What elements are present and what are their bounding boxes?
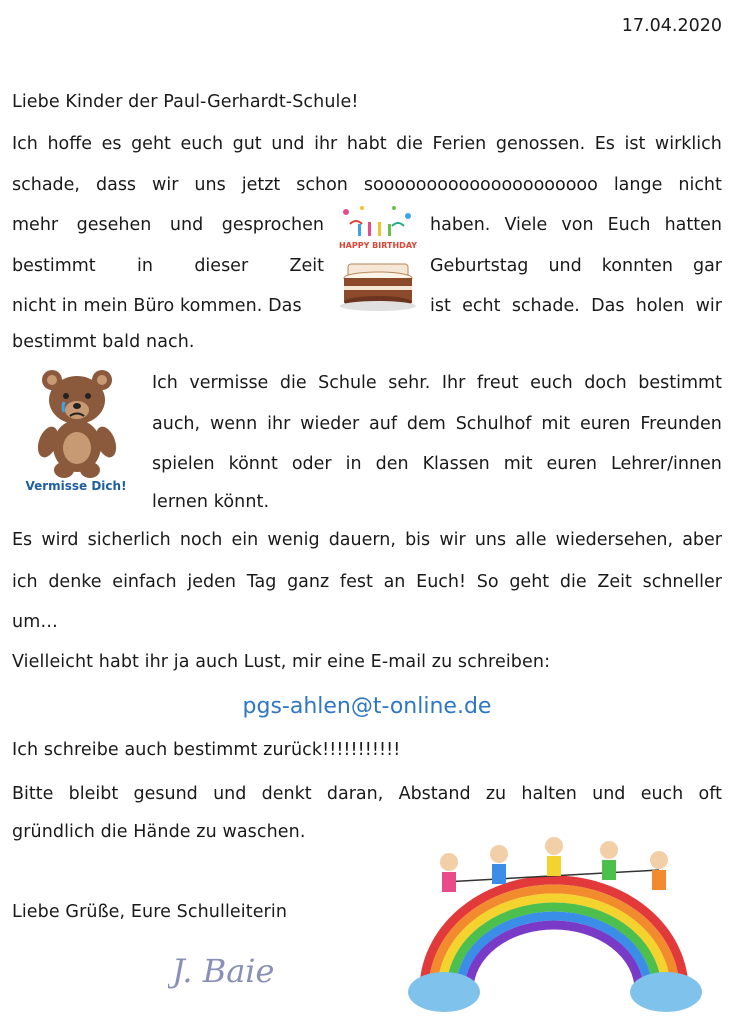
- word: hoffe: [47, 134, 93, 154]
- word: doch: [584, 373, 627, 393]
- cake-text: HAPPY BIRTHDAY: [338, 241, 418, 250]
- word: ihr: [314, 134, 338, 154]
- word: ist: [430, 296, 451, 316]
- paragraph-2-line-3: [152, 454, 722, 474]
- word: an: [383, 572, 406, 592]
- word: den: [375, 454, 409, 474]
- word: in: [345, 454, 362, 474]
- word: alle: [515, 530, 547, 550]
- word: es: [101, 134, 122, 154]
- birthday-cake-icon: [336, 202, 420, 314]
- word: gesehen: [76, 215, 152, 235]
- word: wenig: [267, 530, 320, 550]
- word: uns: [194, 175, 226, 195]
- word: bestimmt: [638, 373, 722, 393]
- word: spielen: [152, 454, 215, 474]
- word: bestimmt: [12, 256, 96, 276]
- word: euch: [640, 784, 684, 804]
- paragraph-1-line-5b: [430, 296, 722, 316]
- word: ist: [624, 134, 646, 154]
- word: wirklich: [654, 134, 722, 154]
- word: schade.: [511, 296, 580, 316]
- word: auf: [369, 414, 398, 434]
- word: Tag: [246, 572, 277, 592]
- word: mehr: [12, 215, 59, 235]
- paragraph-2-line-4: lernen könnt.: [152, 492, 270, 512]
- word: mit: [541, 414, 571, 434]
- word: Lehrer/innen: [611, 454, 722, 474]
- paragraph-5: Ich schreibe auch bestimmt zurück!!!!!!!!!!!: [12, 740, 401, 760]
- word: die: [279, 373, 307, 393]
- paragraph-4: Vielleicht habt ihr ja auch Lust, mir eine E-mail zu schreiben:: [12, 652, 551, 672]
- word: hatten: [664, 215, 722, 235]
- word: und: [548, 256, 582, 276]
- word: uns: [474, 530, 507, 550]
- word: die: [559, 572, 587, 592]
- word: euch: [180, 134, 224, 154]
- word: wiedersehen,: [555, 530, 674, 550]
- word: schneller: [642, 572, 722, 592]
- word: von: [561, 215, 594, 235]
- word: Klassen: [422, 454, 490, 474]
- word: zu: [485, 784, 507, 804]
- word: in: [137, 256, 153, 276]
- paragraph-2-line-2: [152, 414, 722, 434]
- word: holen: [635, 296, 685, 316]
- word: Zeit: [597, 572, 632, 592]
- word: Es: [594, 134, 615, 154]
- paragraph-3-line-2: [12, 572, 722, 592]
- bear-caption: Vermisse Dich!: [25, 479, 127, 493]
- word: dieser: [194, 256, 249, 276]
- signature-text: J. Baie: [172, 952, 275, 990]
- word: Ferien: [432, 134, 487, 154]
- word: auch,: [152, 414, 201, 434]
- letter-date: 17.04.2020: [621, 16, 722, 36]
- rainbow-children-image: [404, 820, 704, 1016]
- word: Bitte: [12, 784, 54, 804]
- word: denkt: [261, 784, 312, 804]
- word: und: [213, 784, 247, 804]
- closing: Liebe Grüße, Eure Schulleiterin: [12, 902, 288, 922]
- word: jetzt: [241, 175, 281, 195]
- word: ich: [12, 572, 38, 592]
- word: wieder: [300, 414, 360, 434]
- word: habt: [346, 134, 387, 154]
- word: könnt: [228, 454, 278, 474]
- word: die: [396, 134, 423, 154]
- word: noch: [179, 530, 223, 550]
- word: lange: [613, 175, 663, 195]
- word: euren: [579, 414, 631, 434]
- paragraph-1-line-4b: [430, 256, 722, 276]
- word: und: [271, 134, 305, 154]
- word: dass: [95, 175, 137, 195]
- word: Es: [12, 530, 33, 550]
- word: bis: [405, 530, 431, 550]
- paragraph-3-line-1: [12, 530, 722, 550]
- word: aber: [682, 530, 722, 550]
- teddy-bear-icon: [14, 366, 142, 496]
- paragraph-1-line-6: bestimmt bald nach.: [12, 332, 195, 352]
- word: bleibt: [68, 784, 119, 804]
- word: wir: [152, 175, 179, 195]
- word: genossen.: [495, 134, 586, 154]
- word: fest: [339, 572, 373, 592]
- word: vermisse: [189, 373, 269, 393]
- word: Ihr: [441, 373, 466, 393]
- word: Euch!: [416, 572, 467, 592]
- word: mit: [503, 454, 533, 474]
- email-address[interactable]: pgs-ahlen@t-online.de: [242, 694, 492, 719]
- word: gut: [232, 134, 262, 154]
- word: euch: [530, 373, 573, 393]
- word: und: [169, 215, 204, 235]
- word: oder: [291, 454, 332, 474]
- paragraph-1-line-4a: [12, 256, 324, 276]
- word: ganz: [287, 572, 330, 592]
- word: Geburtstag: [430, 256, 529, 276]
- word: Ich: [12, 134, 38, 154]
- word: schade,: [12, 175, 80, 195]
- paragraph-6-line-1: [12, 784, 722, 804]
- word: gar: [692, 256, 722, 276]
- word: Abstand: [398, 784, 471, 804]
- paragraph-1-line-1: [12, 134, 722, 154]
- paragraph-1-line-3b: [430, 215, 722, 235]
- word: sicherlich: [87, 530, 171, 550]
- word: Schulhof: [455, 414, 532, 434]
- word: konnten: [601, 256, 673, 276]
- paragraph-1-line-2: [12, 175, 722, 195]
- word: echt: [462, 296, 501, 316]
- word: daran,: [326, 784, 384, 804]
- word: einfach: [112, 572, 177, 592]
- greeting: Liebe Kinder der Paul-Gerhardt-Schule!: [12, 92, 359, 112]
- paragraph-6-line-2: gründlich die Hände zu waschen.: [12, 822, 306, 842]
- word: Schule: [318, 373, 377, 393]
- word: dem: [406, 414, 446, 434]
- paragraph-1-line-3a: [12, 215, 324, 235]
- word: und: [592, 784, 626, 804]
- word: wir: [695, 296, 722, 316]
- word: Zeit: [289, 256, 324, 276]
- word: wird: [41, 530, 79, 550]
- word: wir: [439, 530, 466, 550]
- word: jeden: [187, 572, 236, 592]
- word: Das: [591, 296, 625, 316]
- word: Freunden: [640, 414, 722, 434]
- word: geht: [131, 134, 171, 154]
- word: gesund: [133, 784, 198, 804]
- word: geht: [509, 572, 550, 592]
- word: dauern,: [328, 530, 396, 550]
- word: gesprochen: [221, 215, 324, 235]
- paragraph-3-line-3: um…: [12, 612, 58, 632]
- word: haben.: [430, 215, 491, 235]
- word: freut: [476, 373, 519, 393]
- word: ein: [231, 530, 259, 550]
- word: denke: [48, 572, 102, 592]
- word: euren: [546, 454, 598, 474]
- signature-image: [168, 946, 308, 1002]
- word: Euch: [607, 215, 651, 235]
- paragraph-1-line-5a: nicht in mein Büro kommen. Das: [12, 296, 302, 316]
- word: Ich: [152, 373, 178, 393]
- word: So: [476, 572, 499, 592]
- word: schon: [296, 175, 348, 195]
- word: sehr.: [388, 373, 431, 393]
- word: nicht: [678, 175, 722, 195]
- paragraph-2-line-1: [152, 373, 722, 393]
- word: ihr: [267, 414, 291, 434]
- word: halten: [521, 784, 577, 804]
- word: sooooooooooooooooooooo: [363, 175, 598, 195]
- word: wenn: [209, 414, 258, 434]
- word: Viele: [504, 215, 548, 235]
- word: oft: [698, 784, 722, 804]
